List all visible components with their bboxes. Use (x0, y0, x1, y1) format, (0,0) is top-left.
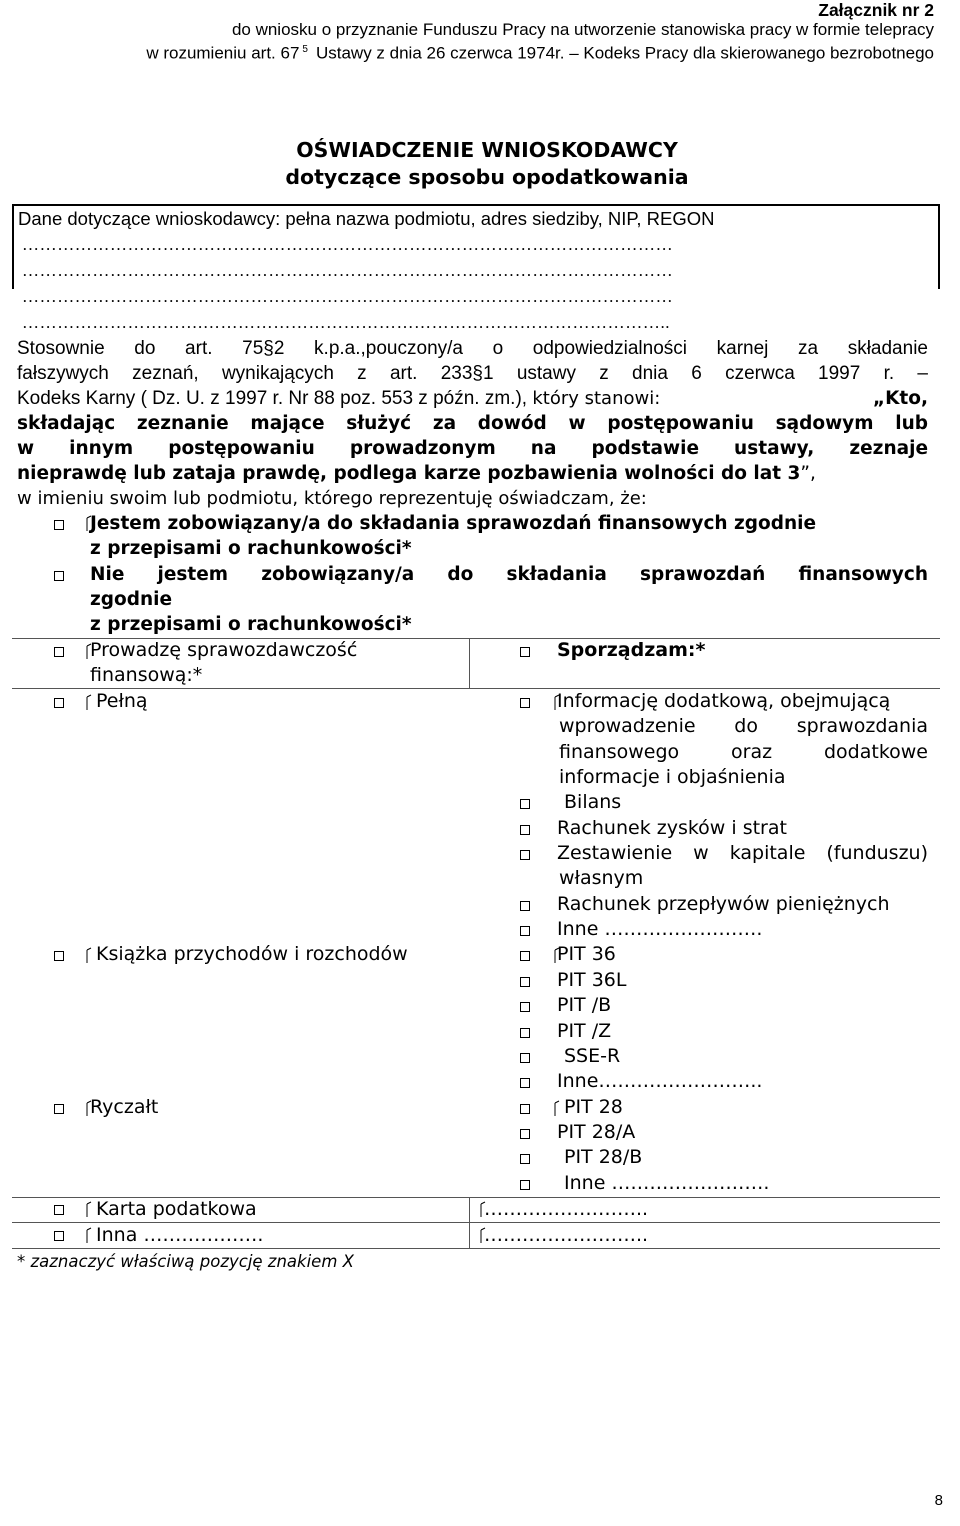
applicant-line-2[interactable]: ………………………………………………………………………………………………… (22, 261, 674, 280)
document-title: OŚWIADCZENIE WNIOSKODAWCY (296, 138, 678, 162)
tick-icon (86, 694, 92, 710)
document-subtitle: dotyczące sposobu opodatkowania (285, 165, 689, 189)
other-report-checkbox[interactable] (520, 926, 530, 936)
pit36-label: PIT 36 (557, 943, 616, 965)
other-flat-label: Inne ……………………. (564, 1172, 770, 1194)
sser-checkbox[interactable] (520, 1053, 530, 1063)
sser-label: SSE-R (564, 1045, 621, 1067)
statement-line-3: Kodeks Karny ( Dz. U. z 1997 r. Nr 88 poz. 553 z późn. zm.), który stanowi: „Kto, (17, 388, 928, 409)
reporting-checkbox[interactable] (54, 647, 64, 657)
info-label-3: finansowego oraz dodatkowe (559, 741, 928, 763)
info-checkbox[interactable] (520, 698, 530, 708)
table-divider-1 (469, 638, 470, 689)
cashflow-label: Rachunek przepływów pieniężnych (557, 893, 890, 915)
book-checkbox[interactable] (54, 951, 64, 961)
flat-rate-checkbox[interactable] (54, 1104, 64, 1114)
statement-line-2: fałszywych zeznań, wynikających z art. 233§1 ustawy z dnia 6 czerwca 1997 r. – (17, 363, 928, 384)
tick-icon (554, 1100, 560, 1116)
header-line-2: w rozumieniu art. 67 $^5$ Ustawy z dnia 26 czerwca 1974r. – Kodeks Pracy dla skierowanego bezrobotnego (146, 43, 934, 63)
income-statement-checkbox[interactable] (520, 825, 530, 835)
tax-card-checkbox[interactable] (54, 1205, 64, 1215)
info-label-4: informacje i objaśnienia (559, 766, 786, 788)
pit36l-checkbox[interactable] (520, 977, 530, 987)
statement-line-7: w imieniu swoim lub podmiotu, którego reprezentuję oświadczam, że: (17, 488, 647, 509)
card-blank-field[interactable]: …………………….. (484, 1198, 649, 1220)
page-number: 8 (934, 1492, 943, 1509)
pit28b-checkbox[interactable] (520, 1154, 530, 1164)
pit36l-label: PIT 36L (557, 969, 627, 991)
option-obligated-label-2: z przepisami o rachunkowości* (90, 538, 412, 559)
info-label-1: Informację dodatkową, obejmującą (557, 690, 891, 712)
statement-line-5: w innym postępowaniu prowadzonym na podstawie ustawy, zeznaje (17, 438, 928, 459)
pit28-label: PIT 28 (564, 1096, 623, 1118)
full-label: Pełną (96, 690, 148, 712)
other-left-label: Inna ………………. (96, 1224, 264, 1246)
reporting-heading-2: finansową:* (90, 664, 203, 686)
pit28-checkbox[interactable] (520, 1104, 530, 1114)
flat-rate-label: Ryczałt (90, 1096, 159, 1118)
annex-label: Załącznik nr 2 (818, 0, 934, 20)
statement-line-6: nieprawdę lub zataja prawdę, podlega karze pozbawienia wolności do lat 3”, (17, 463, 816, 484)
cashflow-checkbox[interactable] (520, 901, 530, 911)
tick-icon (86, 947, 92, 963)
pitz-checkbox[interactable] (520, 1028, 530, 1038)
applicant-line-1[interactable]: ………………………………………………………………………………………………… (22, 235, 674, 254)
reporting-heading: Prowadzę sprawozdawczość (90, 639, 358, 661)
option-not-obligated-label-3: z przepisami o rachunkowości* (90, 614, 412, 635)
other-blank-field[interactable]: …………………….. (484, 1224, 649, 1246)
prepare-checkbox[interactable] (520, 647, 530, 657)
footnote: * zaznaczyć właściwą pozycję znakiem X (17, 1252, 354, 1271)
table-bottom-line (12, 1248, 940, 1249)
prepare-heading: Sporządzam:* (557, 639, 706, 661)
applicant-label: Dane dotyczące wnioskodawcy: pełna nazwa podmiotu, adres siedziby, NIP, REGON (18, 208, 715, 229)
statement-line-1: Stosownie do art. 75§2 k.p.a.,pouczony/a o odpowiedzialności karnej za składanie (17, 338, 928, 359)
applicant-line-4[interactable]: ………………………….…………………………………………………………………….. (22, 313, 671, 332)
pitb-checkbox[interactable] (520, 1002, 530, 1012)
pit36-checkbox[interactable] (520, 951, 530, 961)
statement-line-4: składając zeznanie mające służyć za dowód w postępowaniu sądowym lub (17, 413, 928, 434)
other-pit-checkbox[interactable] (520, 1078, 530, 1088)
info-label-2: wprowadzenie do sprawozdania (559, 715, 928, 737)
tax-card-label: Karta podatkowa (96, 1198, 257, 1220)
table-divider-2 (469, 1197, 470, 1249)
other-flat-checkbox[interactable] (520, 1180, 530, 1190)
other-left-checkbox[interactable] (54, 1231, 64, 1241)
option-obligated-label: Jestem zobowiązany/a do składania sprawozdań finansowych zgodnie (90, 513, 817, 534)
pit28b-label: PIT 28/B (564, 1146, 643, 1168)
pit28a-checkbox[interactable] (520, 1129, 530, 1139)
tick-icon (86, 1201, 92, 1217)
tick-icon (86, 1227, 92, 1243)
equity-checkbox[interactable] (520, 850, 530, 860)
full-checkbox[interactable] (54, 698, 64, 708)
pitb-label: PIT /B (557, 994, 612, 1016)
option-not-obligated-label: Nie jestem zobowiązany/a do składania sprawozdań finansowych (90, 564, 928, 585)
book-label: Książka przychodów i rozchodów (96, 943, 408, 965)
applicant-line-3[interactable]: ………………………………………………………………………………………………… (22, 287, 674, 306)
pitz-label: PIT /Z (557, 1020, 612, 1042)
pit28a-label: PIT 28/A (557, 1121, 636, 1143)
equity-label: Zestawienie w kapitale (funduszu) (557, 842, 928, 864)
header-line-1: do wniosku o przyznanie Funduszu Pracy na utworzenie stanowiska pracy w formie telepracy (231, 20, 934, 39)
balance-checkbox[interactable] (520, 799, 530, 809)
other-report-label: Inne ……………………. (557, 918, 763, 940)
other-pit-label: Inne…………………….. (557, 1070, 763, 1092)
equity-label-2: własnym (559, 867, 644, 889)
option-obligated-checkbox[interactable] (54, 520, 64, 530)
income-statement-label: Rachunek zysków i strat (557, 817, 787, 839)
option-not-obligated-checkbox[interactable] (54, 571, 64, 581)
option-not-obligated-label-2: zgodnie (90, 589, 173, 610)
balance-label: Bilans (564, 791, 622, 813)
